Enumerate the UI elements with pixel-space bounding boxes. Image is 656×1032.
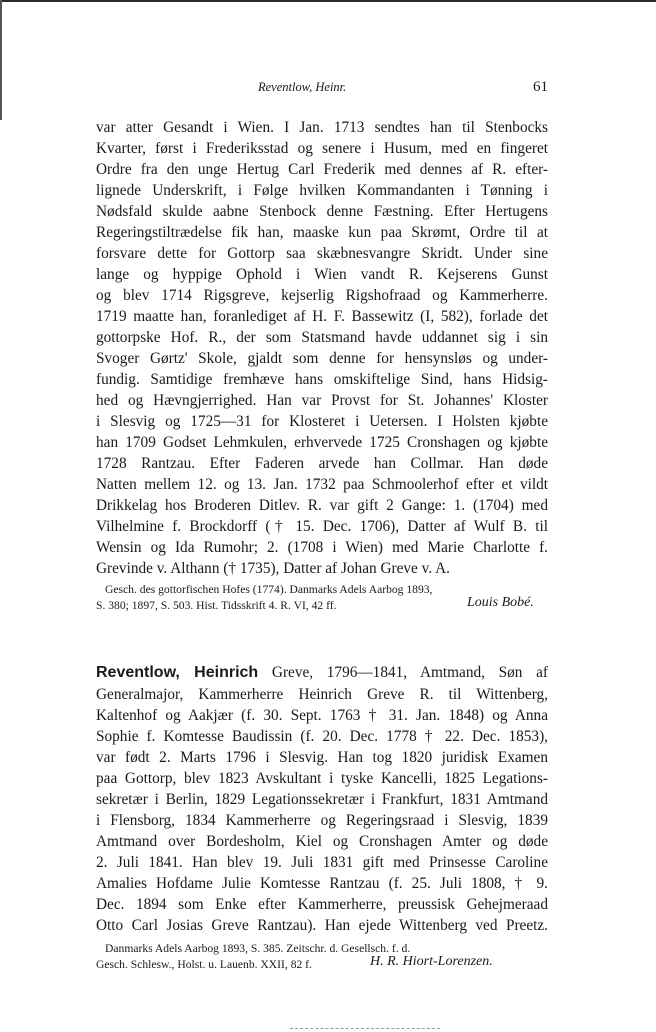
text-line: Vilhelmine f. Brockdorff († 15. Dec. 1706), Datter af Wulf B. til [96,518,548,535]
text-line: Amtmand over Bordesholm, Kiel og Cronshagen Amter og døde [96,833,548,850]
bottom-mark [290,1028,440,1029]
text-line: Svoger Gørtz' Skole, gjaldt som denne for hensynsløs og under- [96,350,548,367]
text-line: var atter Gesandt i Wien. I Jan. 1713 sendtes han til Stenbocks [96,119,548,136]
text-line: og blev 1714 Rigsgreve, kejserlig Rigshofraad og Kammerherre. [96,287,548,304]
left-border [0,0,2,120]
text-line: fundig. Samtidige fremhæve hans omskiftelige Sind, hans Hidsig- [96,371,548,388]
entry-heading-name: Reventlow, Heinrich [96,664,259,681]
text-line: Amalies Hofdame Julie Komtesse Rantzau (f. 25. Juli 1808, † 9. [96,875,548,892]
text-line: i Flensborg, 1834 Kammerherre og Regeringsraad i Slesvig, 1839 [96,812,548,829]
top-border [0,0,656,2]
text-line: Sophie f. Komtesse Baudissin (f. 20. Dec. 1778 † 22. Dec. 1853), [96,728,548,745]
text-line: i Slesvig og 1725—31 for Klosteret i Uetersen. I Holsten kjøbte [96,413,548,430]
running-title: Reventlow, Heinr. [258,80,347,94]
text-line: Regeringstiltrædelse fik han, maaske kun paa Skrømt, Ordre til at [96,224,548,241]
text-line: 2. Juli 1841. Han blev 19. Juli 1831 gift med Prinsesse Caroline [96,854,548,871]
text-line: gottorpske Hof. R., der som Statsmand havde uddannet sig i sin [96,329,548,346]
text-line: Dec. 1894 som Enke efter Kammerherre, preussisk Gehejmeraad [96,896,548,913]
text-line: lignede Underskrift, i Følge hvilken Kommandanten i Tønning i [96,182,548,199]
bibliography-line: Gesch. des gottorfischen Hofes (1774). Danmarks Adels Aarbog 1893, [105,583,433,596]
text-line: Grevinde v. Althann († 1735), Datter af Johan Greve v. A. [96,560,450,577]
text-line: Otto Carl Josias Greve Rantzau). Han ejede Wittenberg ved Preetz. [96,917,548,934]
text-line: Kaltenhof og Aakjær (f. 30. Sept. 1763 † 31. Jan. 1848) og Anna [96,707,548,724]
text-line: Natten mellem 12. og 13. Jan. 1732 paa Schmoolerhof efter et vildt [96,476,548,493]
text-line: Ordre fra den unge Hertug Carl Frederik med dennes af R. efter- [96,161,548,178]
text-line: han 1709 Godset Lehmkulen, erhvervede 1725 Cronshagen og kjøbte [96,434,548,451]
page-number: 61 [533,79,548,95]
text-line: 1719 maatte han, foranlediget af H. F. Bassewitz (I, 582), forlade det [96,308,548,325]
entry-heading-line [96,663,548,683]
text-line: Kvarter, først i Frederiksstad og senere i Husum, med en fingeret [96,140,548,157]
text-line: sekretær i Berlin, 1829 Legationssekretær i Frankfurt, 1831 Amtmand [96,791,548,808]
text-line: Generalmajor, Kammerherre Heinrich Greve R. til Wittenberg, [96,686,548,703]
text-line: forsvare dette for Gottorp saa skæbnesvangre Skridt. Under sine [96,245,548,262]
author-signature: Louis Bobé. [467,595,534,610]
author-signature: H. R. Hiort-Lorenzen. [370,954,493,969]
text-line: lange og hyppige Ophold i Wien vandt R. Kejserens Gunst [96,266,548,283]
entry-heading-rest: Greve, 1796—1841, Amtmand, Søn af [271,664,549,681]
text-line: paa Gottorp, blev 1823 Avskultant i tyske Kancelli, 1825 Legations- [96,770,548,787]
bibliography-line: Gesch. Schlesw., Holst. u. Lauenb. XXII, 82 f. [96,958,312,971]
text-line: Wensin og Ida Rumohr; 2. (1708 i Wien) med Marie Charlotte f. [96,539,548,556]
bibliography-line: S. 380; 1897, S. 503. Hist. Tidsskrift 4. R. VI, 42 ff. [96,599,337,612]
text-line: Drikkelag hos Broderen Ditlev. R. var gift 2 Gange: 1. (1704) med [96,497,548,514]
text-line: 1728 Rantzau. Efter Faderen arvede han Collmar. Han døde [96,455,548,472]
text-line: Nødsfald skulde aabne Stenbock denne Fæstning. Efter Hertugens [96,203,548,220]
text-line: hed og Hævngjerrighed. Han var Provst for St. Johannes' Kloster [96,392,548,409]
text-line: var født 2. Marts 1796 i Slesvig. Han tog 1820 juridisk Examen [96,749,548,766]
bibliography-line: Danmarks Adels Aarbog 1893, S. 385. Zeitschr. d. Gesellsch. f. d. [105,942,411,955]
